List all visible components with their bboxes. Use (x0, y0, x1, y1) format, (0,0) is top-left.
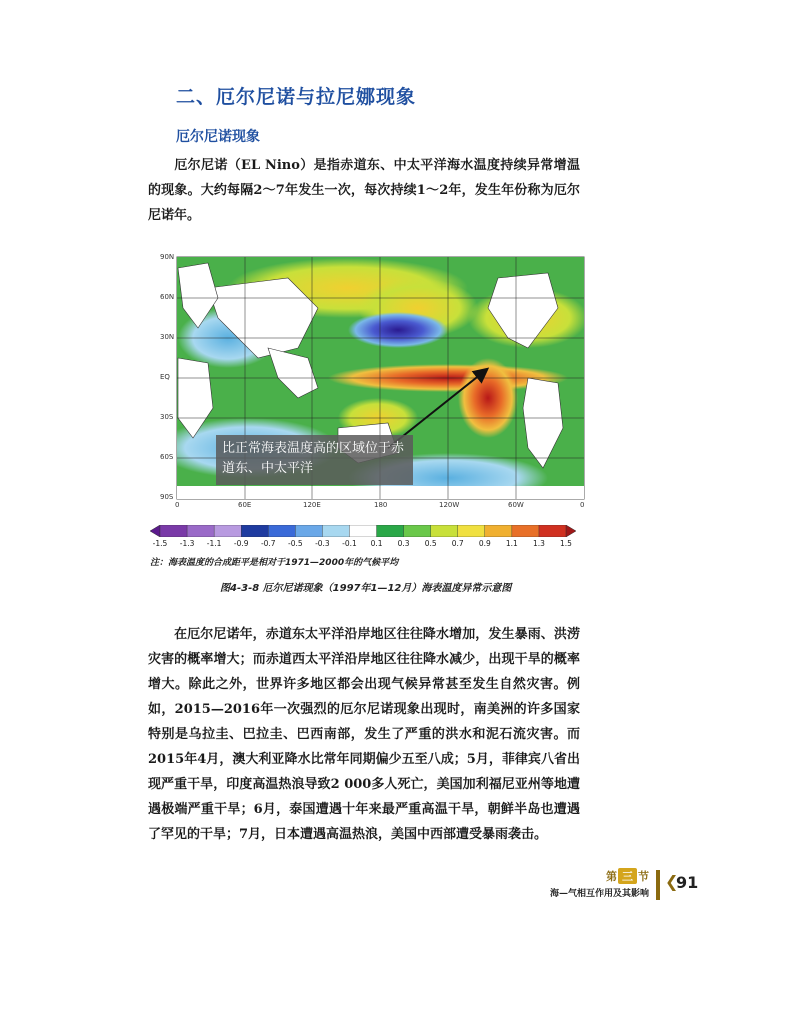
colorbar-swatch (295, 525, 323, 537)
map-callout: 比正常海表温度高的区域位于赤道东、中太平洋 (216, 435, 413, 485)
footer-divider (656, 870, 660, 900)
footer-section-number: 三 (618, 868, 637, 884)
colorbar-labels (150, 539, 576, 549)
lon-label-0-west: 0 (175, 501, 180, 509)
footer-section-suffix: 节 (638, 870, 649, 883)
page-number: 91 (676, 873, 699, 892)
lat-label-30s: 30S (160, 413, 174, 421)
lat-label-90n: 90N (160, 253, 175, 261)
body-paragraph (148, 622, 580, 847)
colorbar-swatch (214, 525, 242, 537)
intro-paragraph (148, 153, 580, 228)
colorbar (150, 525, 576, 537)
colorbar-swatch (160, 525, 188, 537)
colorbar-swatch (512, 525, 540, 537)
footer-section-title: 海—气相互作用及其影响 (550, 889, 650, 899)
colorbar-tick-label: -0.9 (233, 539, 249, 548)
colorbar-swatch (404, 525, 432, 537)
section-heading: 二、厄尔尼诺与拉尼娜现象 (176, 86, 417, 108)
colorbar-tick-label: 1.5 (560, 539, 572, 548)
colorbar-tick-label: -1.1 (206, 539, 222, 548)
colorbar-tick-label: 1.1 (505, 539, 518, 548)
lat-label-30n: 30N (160, 333, 175, 341)
sst-anomaly-map (148, 248, 590, 512)
figure-note: 注：海表温度的合成距平是相对于1971—2000年的气候平均 (150, 558, 399, 568)
colorbar-tick-label: -0.5 (288, 539, 303, 548)
intro-text: 厄尔尼诺（EL Nino）是指赤道东、中太平洋海水温度持续异常增温的现象。大约每隔2～7年发生一次，每次持续1～2年，发生年份称为厄尔尼诺年。 (148, 158, 580, 223)
lon-label-60w: 60W (508, 501, 524, 509)
figure-caption: 图4-3-8 厄尔尼诺现象（1997年1—12月）海表温度异常示意图 (220, 583, 512, 594)
colorbar-swatch (268, 525, 296, 537)
colorbar-tick-label: -1.5 (152, 539, 168, 548)
colorbar-tick-label: 1.3 (532, 539, 545, 548)
colorbar-swatch (458, 525, 486, 537)
colorbar-tick-label: -1.3 (179, 539, 195, 548)
colorbar-tick-label: 0.1 (370, 539, 383, 548)
sub-heading: 厄尔尼诺现象 (176, 129, 260, 145)
lon-label-180: 180 (374, 501, 388, 509)
colorbar-swatch (485, 525, 513, 537)
colorbar-tick-label: -0.3 (315, 539, 330, 548)
lat-label-60n: 60N (160, 293, 175, 301)
lat-label-60s: 60S (160, 453, 174, 461)
colorbar-tick-label: 0.3 (397, 539, 410, 548)
colorbar-swatch (322, 525, 350, 537)
colorbar-arrow-high (566, 525, 576, 537)
colorbar-swatch (377, 525, 405, 537)
lat-label-eq: EQ (160, 373, 170, 381)
colorbar-swatch (349, 525, 377, 537)
footer-section (606, 868, 649, 884)
lat-label-90s: 90S (160, 493, 174, 501)
colorbar-swatch (431, 525, 459, 537)
footer-chevron-icon: ❮ (665, 872, 679, 891)
colorbar-swatch (241, 525, 269, 537)
lon-label-120e: 120E (303, 501, 321, 509)
lon-label-60e: 60E (238, 501, 252, 509)
body-text: 在厄尔尼诺年，赤道东太平洋沿岸地区往往降水增加，发生暴雨、洪涝灾害的概率增大；而赤道西太平洋沿岸地区往往降水减少，出现干旱的概率增大。除此之外，世界许多地区都会出现气候异常甚至发生自然灾害。例如，2015—2016年一次强烈的厄尔尼诺现象出现时，南美洲的许多国家特别是乌拉圭、巴拉圭、巴西南部，发生了严重的洪水和泥石流灾害。而2015年4月，澳大利亚降水比常年同期偏少五至八成；5月，菲律宾八省出现严重干旱，印度高温热浪导致2 000多人死亡，美国加利福尼亚州等地遭遇极端严重干旱；6月，泰国遭遇十年来最严重高温干旱，朝鲜半岛也遭遇了罕见的干旱；7月，日本遭遇高温热浪，美国中西部遭受暴雨袭击。 (148, 627, 580, 842)
lon-label-120w: 120W (439, 501, 460, 509)
colorbar-swatch (539, 525, 567, 537)
colorbar-tick-label: -0.7 (260, 539, 276, 548)
colorbar-tick-label: 0.5 (424, 539, 437, 548)
colorbar-tick-label: 0.9 (478, 539, 491, 548)
colorbar-tick-label: 0.7 (451, 539, 464, 548)
colorbar-tick-label: -0.1 (342, 539, 357, 548)
footer-section-prefix: 第 (606, 870, 617, 883)
colorbar-arrow-low (150, 525, 160, 537)
colorbar-swatch (187, 525, 215, 537)
lon-label-0-east: 0 (580, 501, 585, 509)
